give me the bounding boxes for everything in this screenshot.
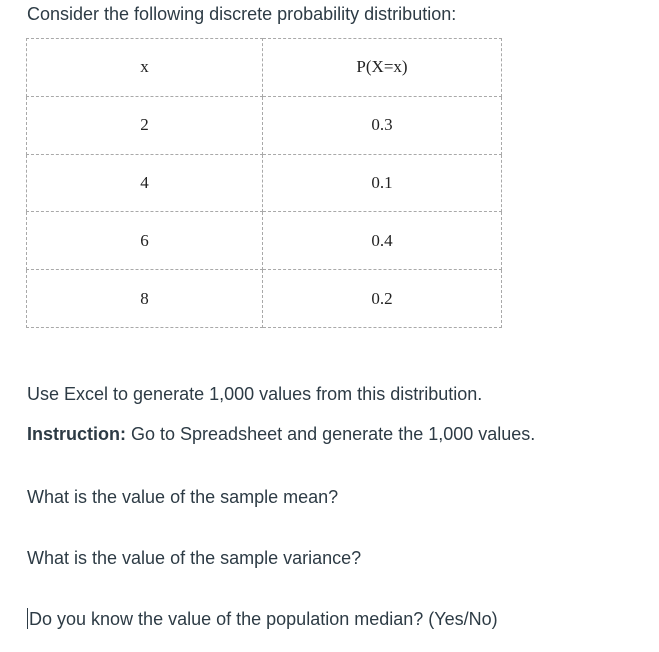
table-row: [27, 212, 502, 270]
probability-distribution-table: [26, 38, 502, 328]
header-x: x: [27, 39, 263, 97]
text-cursor: [27, 608, 28, 629]
cell-x: 4: [27, 154, 263, 212]
table-row: [27, 154, 502, 212]
question-population-median-text: Do you know the value of the population median? (Yes/No): [29, 609, 498, 629]
question-population-median: [27, 608, 498, 630]
question-sample-mean: What is the value of the sample mean?: [27, 487, 339, 507]
cell-probability: 0.3: [263, 96, 502, 154]
cell-probability: 0.4: [263, 212, 502, 270]
question-sample-variance: What is the value of the sample variance?: [27, 548, 362, 568]
cell-x: 6: [27, 212, 263, 270]
cell-probability: 0.1: [263, 154, 502, 212]
table-row: [27, 96, 502, 154]
cell-probability: 0.2: [263, 270, 502, 328]
instruction-label: Instruction:: [27, 424, 126, 444]
header-probability: P(X=x): [263, 39, 502, 97]
cell-x: 8: [27, 270, 263, 328]
instruction-text: Go to Spreadsheet and generate the 1,000 values.: [126, 424, 536, 444]
cell-x: 2: [27, 96, 263, 154]
spreadsheet-instruction: [27, 423, 535, 445]
table-header-row: [27, 39, 502, 97]
table-row: [27, 270, 502, 328]
excel-instruction: Use Excel to generate 1,000 values from this distribution.: [27, 384, 483, 404]
question-intro: Consider the following discrete probability distribution:: [27, 4, 457, 24]
